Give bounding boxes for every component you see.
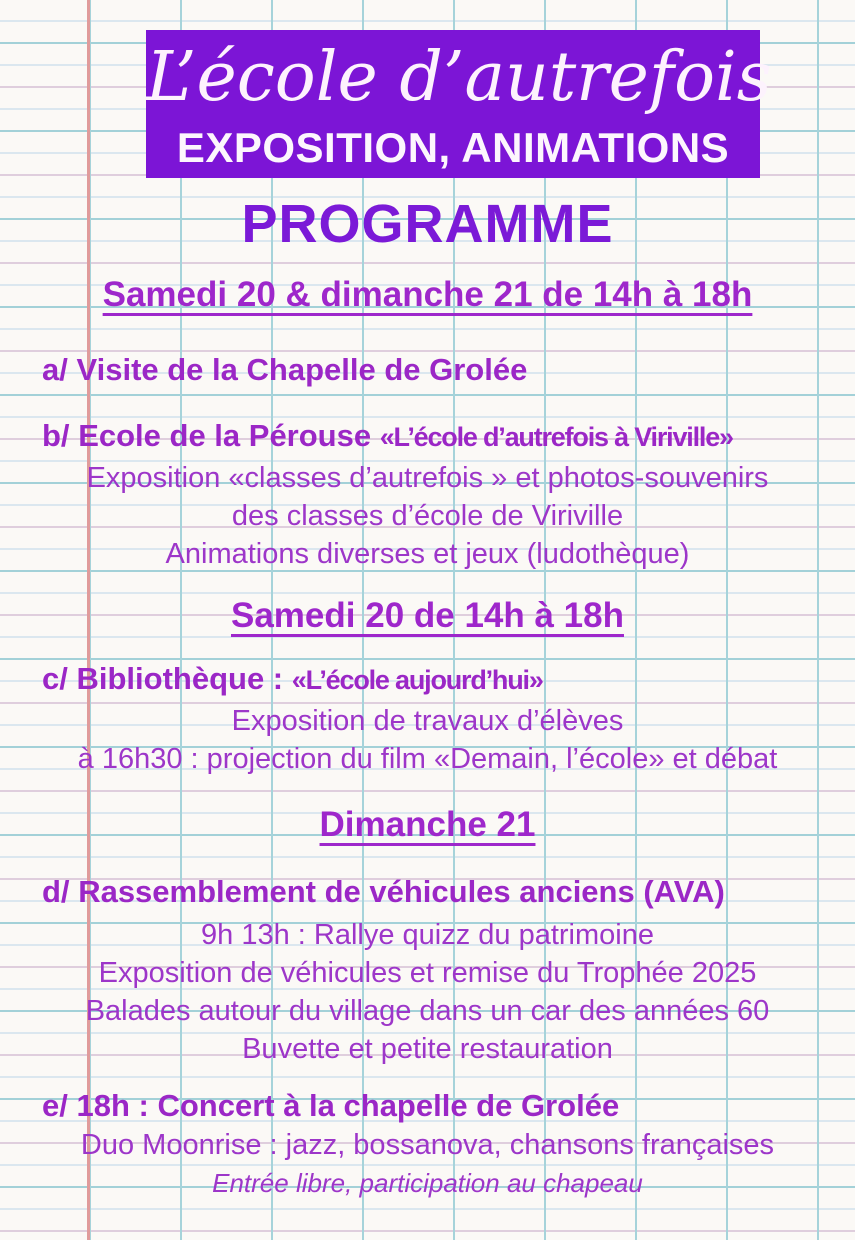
banner-subtitle: EXPOSITION, ANIMATIONS	[176, 124, 730, 171]
detail-line: à 16h30 : projection du film «Demain, l’école» et débat	[77, 743, 778, 775]
item-d-title: Rassemblement de véhicules anciens (AVA)	[78, 874, 725, 909]
item-c-details	[0, 702, 855, 778]
day-heading-weekend-text: Samedi 20 & dimanche 21 de 14h à 18h	[102, 275, 753, 314]
item-d-details	[0, 916, 855, 1068]
detail-line: 9h 13h : Rallye quizz du patrimoine	[201, 919, 654, 951]
program-item-e	[0, 1086, 855, 1126]
program-item-a	[0, 350, 855, 390]
day-heading-sunday	[0, 802, 855, 848]
program-item-c	[0, 659, 855, 700]
banner-title: L’école d’autrefois	[146, 38, 772, 117]
item-a-prefix: a/	[42, 352, 68, 387]
item-b-details	[0, 459, 855, 573]
item-a-title: Visite de la Chapelle de Grolée	[76, 352, 528, 387]
detail-line: Animations diverses et jeux (ludothèque)	[165, 538, 690, 570]
event-banner	[146, 30, 772, 178]
program-item-b	[0, 416, 855, 457]
program-item-d	[0, 872, 855, 912]
page-title: PROGRAMME	[241, 194, 614, 254]
detail-line: Balades autour du village dans un car des années 60	[85, 995, 770, 1027]
item-c-title: Bibliothèque :	[76, 661, 284, 696]
item-e-title: 18h : Concert à la chapelle de Grolée	[76, 1088, 620, 1123]
detail-line: Exposition de travaux d’élèves	[231, 705, 624, 737]
detail-line: Exposition de véhicules et remise du Trophée 2025	[98, 957, 757, 989]
detail-line: des classes d’école de Viriville	[231, 500, 624, 532]
item-e-details	[0, 1126, 855, 1200]
day-heading-sunday-text: Dimanche 21	[319, 805, 536, 844]
detail-line: Buvette et petite restauration	[242, 1033, 613, 1065]
item-c-prefix: c/	[42, 661, 68, 696]
day-heading-saturday	[0, 593, 855, 639]
detail-line: Duo Moonrise : jazz, bossanova, chansons françaises	[80, 1129, 775, 1161]
item-b-quote: «L’école d’autrefois à Viriville»	[379, 422, 733, 452]
item-d-prefix: d/	[42, 874, 70, 909]
free-entry-note: Entrée libre, participation au chapeau	[212, 1168, 643, 1198]
item-b-prefix: b/	[42, 418, 70, 453]
item-e-prefix: e/	[42, 1088, 68, 1123]
day-heading-saturday-text: Samedi 20 de 14h à 18h	[231, 596, 624, 635]
item-c-quote: «L’école aujourd’hui»	[291, 665, 543, 695]
day-heading-weekend	[0, 272, 855, 318]
item-b-title: Ecole de la Pérouse	[78, 418, 372, 453]
detail-line: Exposition «classes d’autrefois » et photos-souvenirs	[86, 462, 769, 494]
